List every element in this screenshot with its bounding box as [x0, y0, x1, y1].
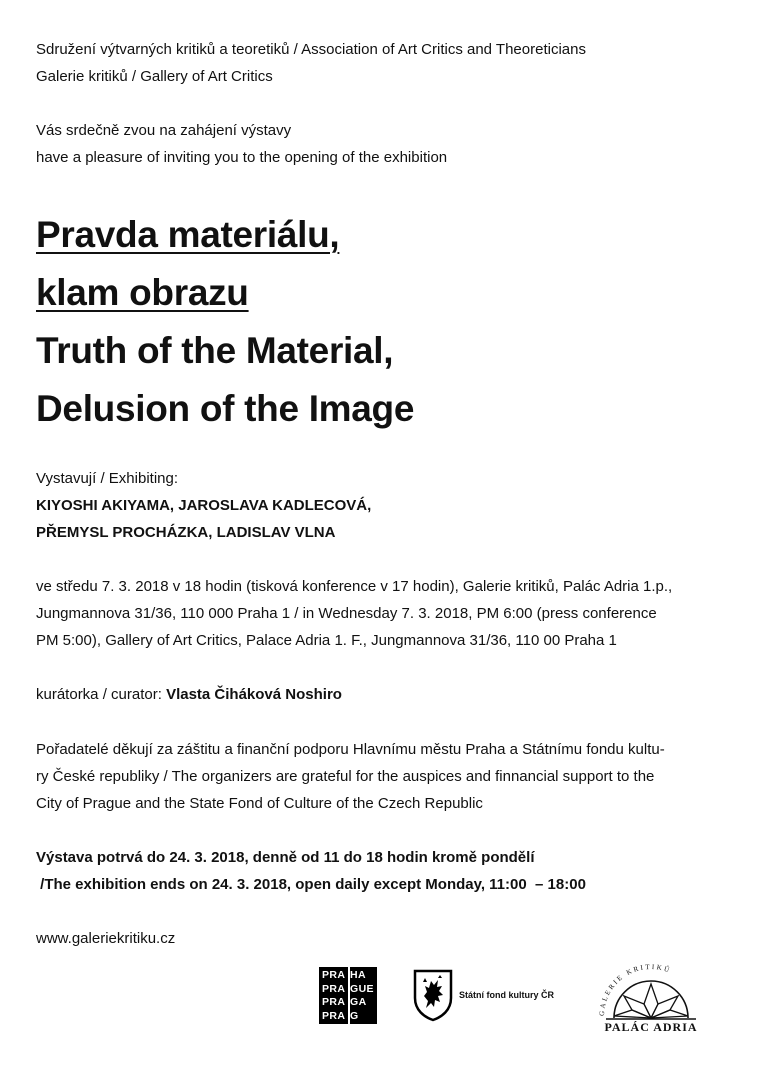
svg-text:GALERIE KRITIKŮ — [598, 964, 672, 1016]
header-block — [36, 36, 586, 90]
invitation-en: have a pleasure of inviting you to the opening of the exhibition — [36, 149, 448, 166]
palac-adria-emblem-icon — [592, 964, 710, 1022]
opening-line2: Jungmannova 31/36, 110 000 Praha 1 / in Wednesday 7. 3. 2018, PM 6:00 (press conference — [36, 605, 657, 622]
palac-adria-logo — [592, 964, 710, 1038]
title-en-line1: Truth of the Material, — [36, 330, 394, 371]
curator-name: Vlasta Čiháková Noshiro — [166, 686, 342, 703]
opening-block — [36, 573, 726, 654]
opening-line1: ve středu 7. 3. 2018 v 18 hodin (tisková konference v 17 hodin), Galerie kritiků, Palác Adria 1.p., — [36, 578, 673, 595]
website-block — [36, 925, 175, 952]
curator-label: kurátorka / curator: — [36, 686, 167, 703]
thanks-line3: City of Prague and the State Fond of Culture of the Czech Republic — [36, 795, 483, 812]
praha-logo — [319, 967, 377, 1024]
gallery-line: Galerie kritiků / Gallery of Art Critics — [36, 68, 273, 85]
sfk-logo — [412, 968, 572, 1024]
title-cz-line2: klam obrazu — [36, 272, 249, 313]
thanks-line1: Pořadatelé děkují za záštitu a finanční podporu Hlavnímu městu Praha a Státnímu fondu kultu- — [36, 741, 665, 758]
exhibiting-block — [36, 465, 371, 546]
thanks-line2: ry České republiky / The organizers are grateful for the auspices and finnancial support to the — [36, 768, 655, 785]
thanks-block — [36, 736, 726, 817]
opening-line3: PM 5:00), Gallery of Art Critics, Palace Adria 1. F., Jungmannova 31/36, 110 00 Praha 1 — [36, 632, 617, 649]
praha-logo-col1: PRA PRA PRA PRA — [322, 969, 346, 1022]
org-line: Sdružení výtvarných kritiků a teoretiků / Association of Art Critics and Theoreticians — [36, 41, 586, 58]
website-link[interactable]: www.galeriekritiku.cz — [36, 930, 176, 947]
curator-block — [36, 681, 342, 708]
adria-arc-text: GALERIE KRITIKŮ — [597, 964, 673, 1017]
invitation-cz: Vás srdečně zvou na zahájení výstavy — [36, 122, 292, 139]
duration-en: /The exhibition ends on 24. 3. 2018, open daily except Monday, 11:00 – 18:00 — [36, 876, 586, 893]
exhibiting-label: Vystavují / Exhibiting: — [36, 470, 179, 487]
artists-line1: KIYOSHI AKIYAMA, JAROSLAVA KADLECOVÁ, — [36, 497, 372, 514]
title-cz-line1: Pravda materiálu, — [36, 214, 340, 255]
adria-name: PALÁC ADRIA — [604, 1020, 698, 1034]
sfk-label: Státní fond kultury ČR — [459, 990, 554, 1000]
praha-logo-col2: HA GUE GA G — [350, 969, 374, 1022]
artists-line2: PŘEMYSL PROCHÁZKA, LADISLAV VLNA — [36, 524, 336, 541]
duration-block — [36, 844, 586, 898]
title-en-line2: Delusion of the Image — [36, 388, 415, 429]
czech-lion-shield-icon — [412, 968, 454, 1022]
exhibition-title — [36, 206, 414, 438]
invitation-block — [36, 117, 447, 171]
duration-cz: Výstava potrvá do 24. 3. 2018, denně od 11 do 18 hodin kromě pondělí — [36, 849, 535, 866]
